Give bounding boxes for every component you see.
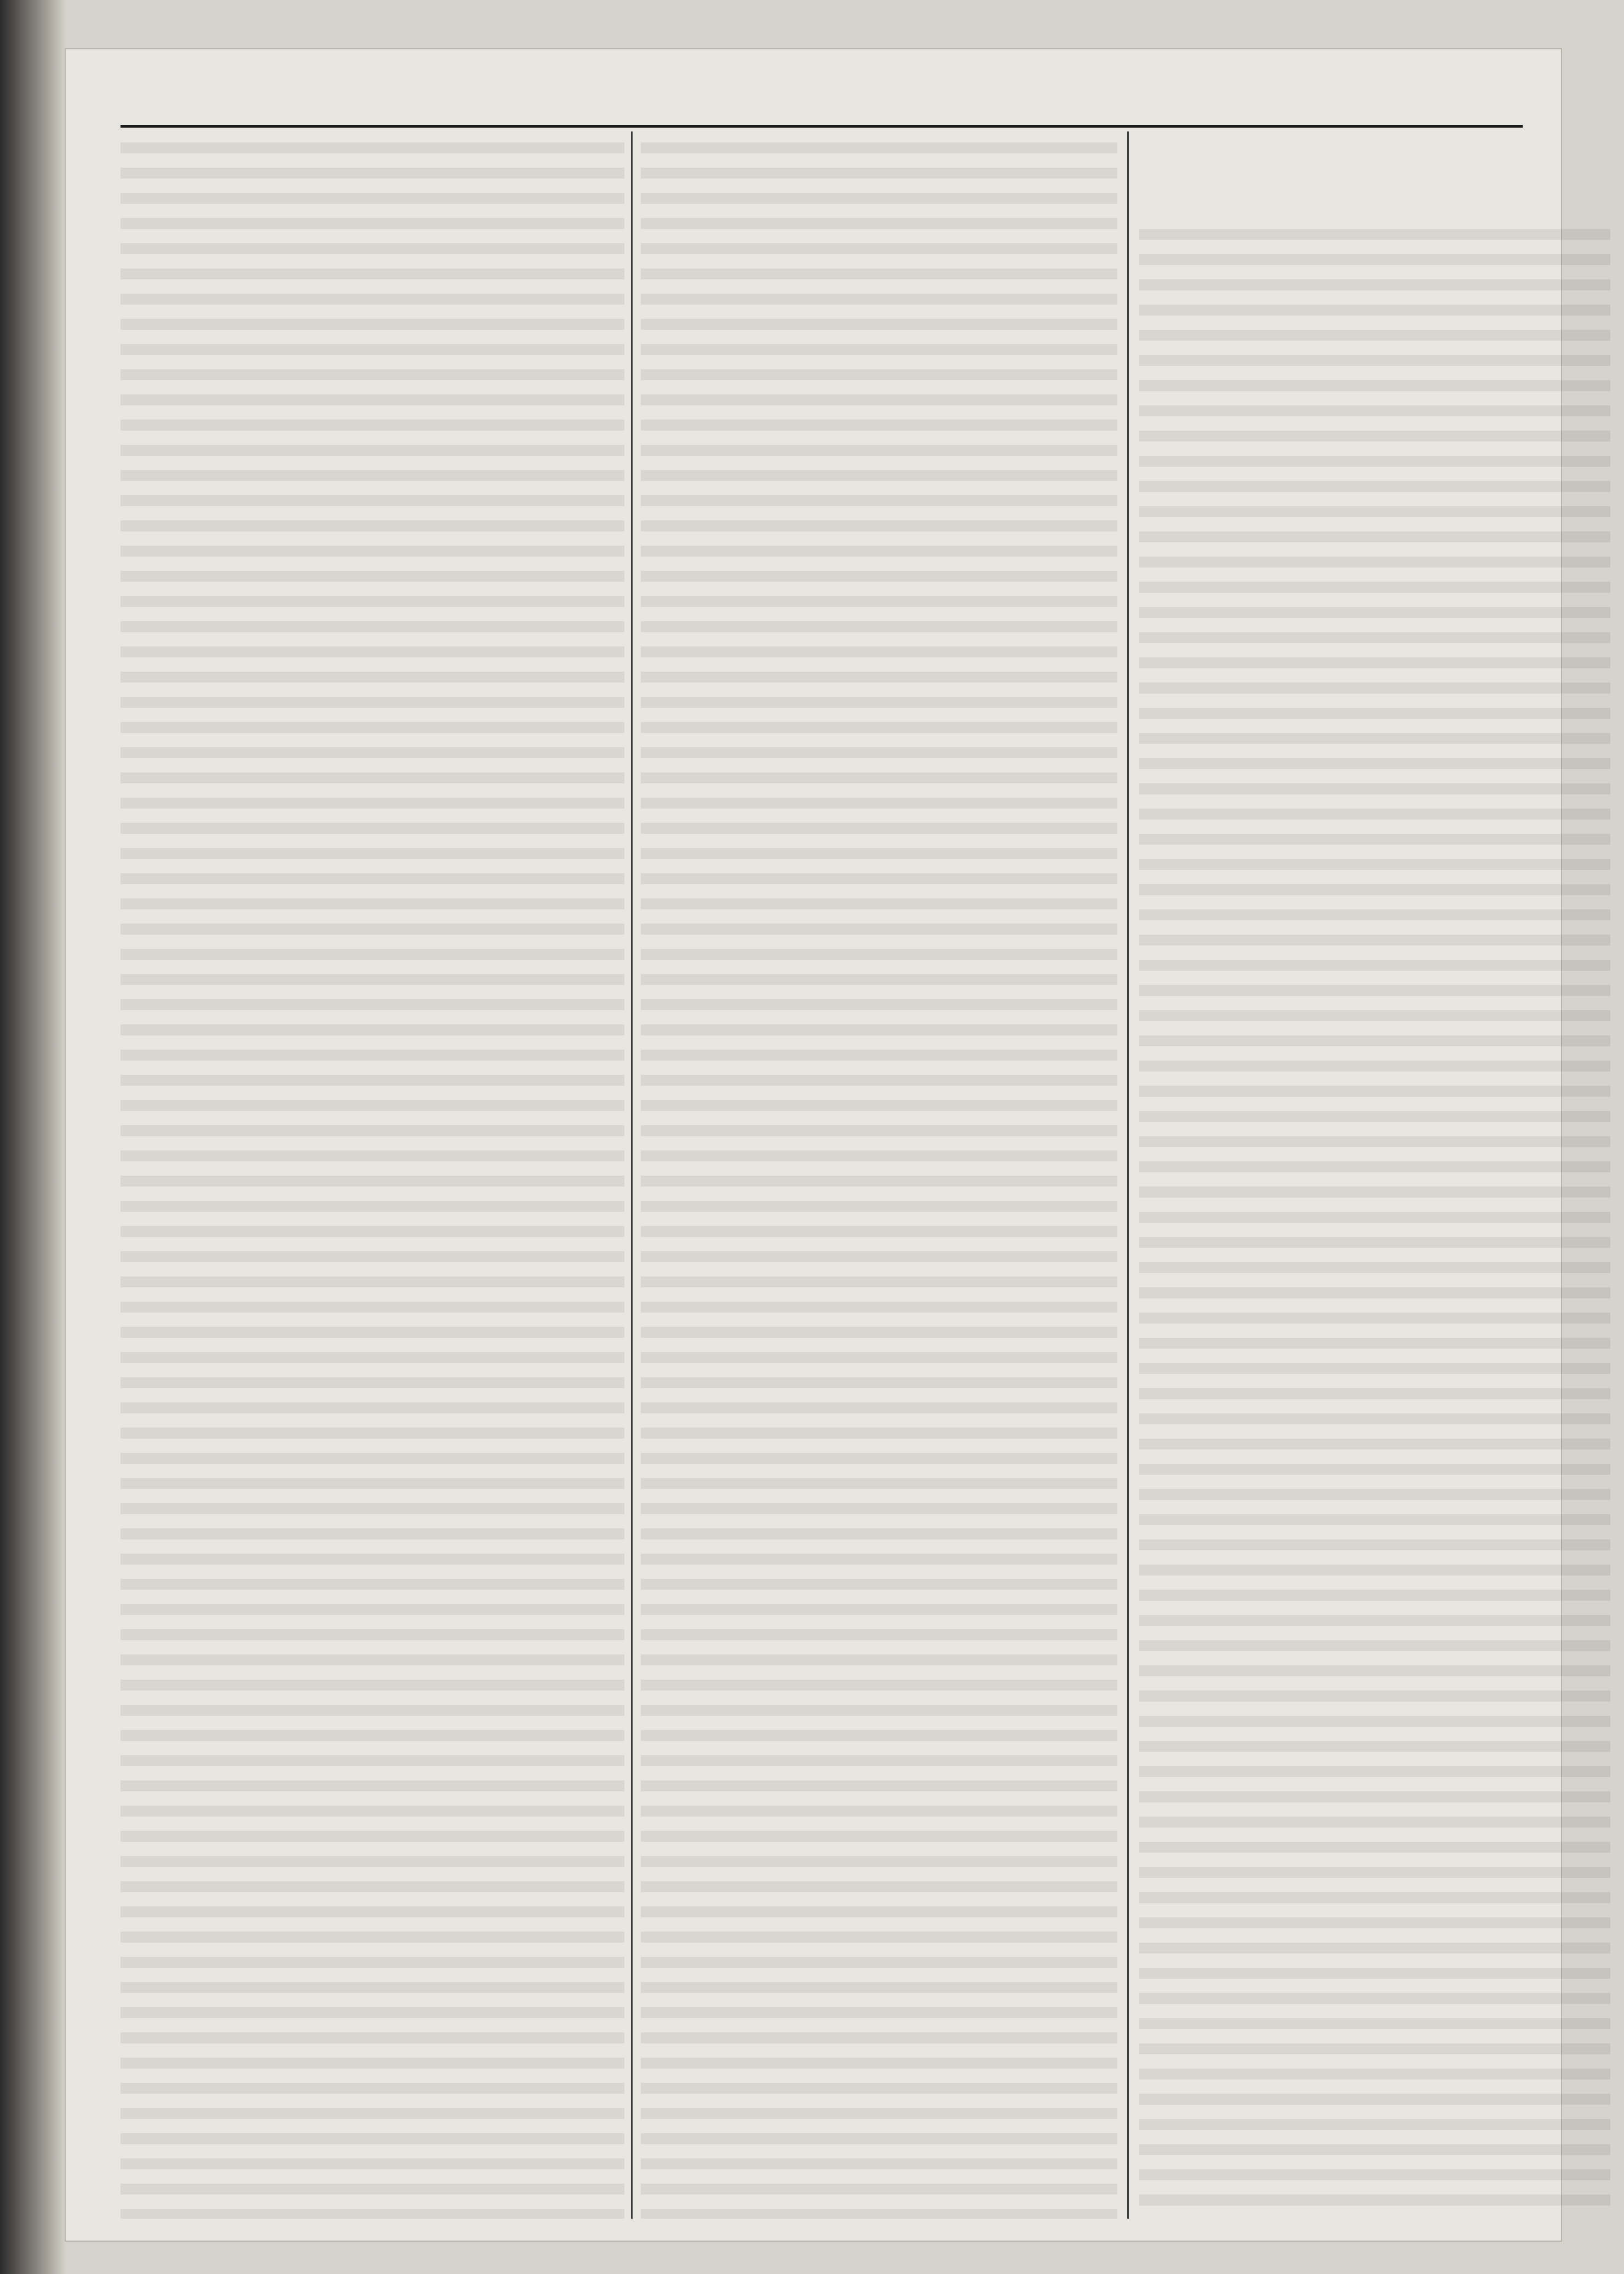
article [1139,350,1610,375]
article [1139,645,1610,671]
column-text-body [641,131,1117,2219]
article [1139,382,1610,408]
article [641,197,1117,222]
article [120,329,624,354]
article [120,362,624,387]
article [1139,448,1610,473]
article [641,362,1117,387]
article [120,131,624,157]
article [1139,415,1610,440]
article [120,263,624,288]
column-text-body [1139,218,1610,2219]
article [1139,218,1610,243]
article [1139,580,1610,605]
page-gutter [0,0,66,2274]
article [641,329,1117,354]
article [1139,317,1610,342]
article [1139,678,1610,703]
article [1139,514,1610,539]
article [641,164,1117,190]
column-right [1139,131,1610,2219]
article [641,296,1117,321]
article [120,230,624,255]
section-title [1139,137,1610,208]
newspaper-page [66,49,1561,2241]
article [1139,284,1610,309]
article [641,131,1117,157]
article [120,394,624,420]
article [1139,251,1610,276]
article [641,394,1117,420]
column-rule [631,131,633,2219]
column-rule [1127,131,1129,2219]
article [1139,547,1610,572]
article [1139,481,1610,506]
article [641,230,1117,255]
column-left [120,131,624,2219]
article [120,460,624,485]
page-header [120,82,1523,128]
column-middle [641,131,1117,2219]
article [120,296,624,321]
article [641,263,1117,288]
article [120,197,624,222]
column-text-body [120,131,624,2219]
article [120,427,624,452]
article [1139,612,1610,638]
article [120,164,624,190]
